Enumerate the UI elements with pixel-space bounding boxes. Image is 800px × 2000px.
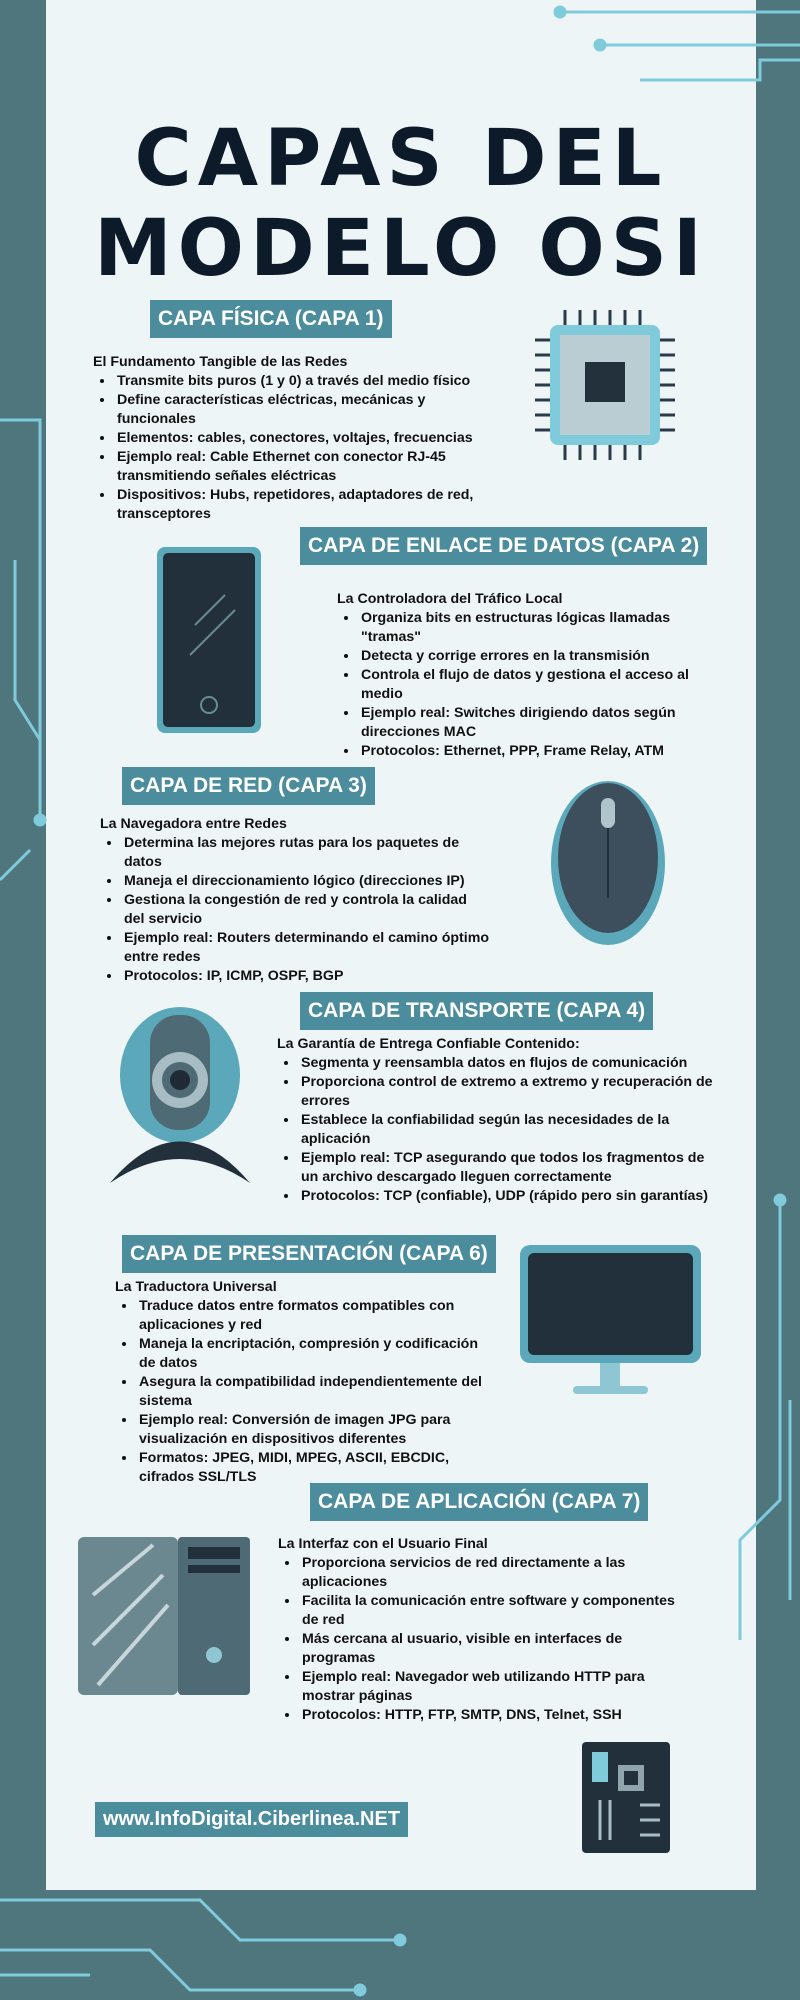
section-lead: La Navegadora entre Redes — [100, 816, 287, 832]
heading-capa-3: CAPA DE RED (CAPA 3) — [122, 767, 375, 805]
list-item: • Formatos: JPEG, MIDI, MPEG, ASCII, EBCDIC, cifrados SSL/TLS — [137, 1449, 495, 1487]
list-item: • Ejemplo real: Switches dirigiendo datos según direcciones MAC — [359, 704, 707, 742]
list-item: • Ejemplo real: Routers determinando el camino óptimo entre redes — [122, 929, 490, 967]
heading-capa-2: CAPA DE ENLACE DE DATOS (CAPA 2) — [300, 527, 707, 565]
list-item: • Proporciona control de extremo a extremo y recuperación de errores — [299, 1073, 717, 1111]
list-item: • Ejemplo real: Cable Ethernet con conector RJ-45 transmitiendo señales eléctricas — [115, 448, 493, 486]
mouse-icon — [548, 778, 668, 948]
list-item: • Maneja el direccionamiento lógico (direcciones IP) — [122, 872, 490, 891]
desktop-computer-icon — [78, 1535, 253, 1697]
webcam-icon — [105, 1005, 255, 1190]
heading-capa-1: CAPA FÍSICA (CAPA 1) — [150, 300, 392, 338]
section-lead: La Traductora Universal — [115, 1279, 277, 1295]
list-item: • Determina las mejores rutas para los paquetes de datos — [122, 834, 490, 872]
list-item: • Gestiona la congestión de red y controla la calidad del servicio — [122, 891, 490, 929]
heading-capa-4: CAPA DE TRANSPORTE (CAPA 4) — [300, 992, 653, 1030]
cpu-chip-icon — [515, 300, 695, 470]
list-item: • Facilita la comunicación entre software y componentes de red — [300, 1592, 678, 1630]
list-item: • Controla el flujo de datos y gestiona el acceso al medio — [359, 666, 707, 704]
list-item: • Proporciona servicios de red directamente a las aplicaciones — [300, 1554, 678, 1592]
heading-capa-6: CAPA DE PRESENTACIÓN (CAPA 6) — [122, 1235, 496, 1273]
section-capa-3 — [100, 815, 490, 986]
list-item: • Traduce datos entre formatos compatibles con aplicaciones y red — [137, 1297, 495, 1335]
section-lead: La Controladora del Tráfico Local — [337, 591, 563, 607]
section-lead: El Fundamento Tangible de las Redes — [93, 354, 348, 370]
title-line-2: MODELO OSI — [94, 204, 708, 294]
list-item: • Dispositivos: Hubs, repetidores, adaptadores de red, transceptores — [115, 486, 493, 524]
list-item: • Ejemplo real: Navegador web utilizando HTTP para mostrar páginas — [300, 1668, 678, 1706]
list-item: • Ejemplo real: TCP asegurando que todos los fragmentos de un archivo descargado lleguen correctamente — [299, 1149, 717, 1187]
motherboard-icon — [580, 1740, 672, 1855]
list-item: • Protocolos: Ethernet, PPP, Frame Relay, ATM — [359, 742, 707, 761]
list-item: • Protocolos: IP, ICMP, OSPF, BGP — [122, 967, 490, 986]
list-item: • Protocolos: HTTP, FTP, SMTP, DNS, Telnet, SSH — [300, 1706, 678, 1725]
list-item: • Define características eléctricas, mecánicas y funcionales — [115, 391, 493, 429]
list-item: • Segmenta y reensambla datos en flujos de comunicación — [299, 1054, 717, 1073]
section-capa-6 — [115, 1278, 495, 1487]
section-capa-1 — [93, 353, 493, 524]
list-item: • Detecta y corrige errores en la transmisión — [359, 647, 707, 666]
section-capa-4 — [277, 1035, 717, 1206]
list-item: • Ejemplo real: Conversión de imagen JPG para visualización en dispositivos diferentes — [137, 1411, 495, 1449]
title-line-1: CAPAS DEL — [134, 114, 668, 204]
list-item: • Transmite bits puros (1 y 0) a través del medio físico — [115, 372, 493, 391]
list-item: • Maneja la encriptación, compresión y codificación de datos — [137, 1335, 495, 1373]
list-item: • Asegura la compatibilidad independientemente del sistema — [137, 1373, 495, 1411]
section-capa-2 — [337, 590, 707, 761]
smartphone-icon — [155, 545, 263, 735]
section-lead: La Interfaz con el Usuario Final — [278, 1536, 488, 1552]
section-capa-7 — [278, 1535, 678, 1725]
list-item: • Más cercana al usuario, visible en interfaces de programas — [300, 1630, 678, 1668]
monitor-icon — [518, 1243, 703, 1403]
list-item: • Organiza bits en estructuras lógicas llamadas "tramas" — [359, 609, 707, 647]
section-lead: La Garantía de Entrega Confiable Contenido: — [277, 1036, 580, 1052]
list-item: • Establece la confiabilidad según las necesidades de la aplicación — [299, 1111, 717, 1149]
heading-capa-7: CAPA DE APLICACIÓN (CAPA 7) — [310, 1483, 648, 1521]
list-item: • Protocolos: TCP (confiable), UDP (rápido pero sin garantías) — [299, 1187, 717, 1206]
website-url-link[interactable]: www.InfoDigital.Ciberlinea.NET — [95, 1802, 408, 1837]
list-item: • Elementos: cables, conectores, voltajes, frecuencias — [115, 429, 493, 448]
